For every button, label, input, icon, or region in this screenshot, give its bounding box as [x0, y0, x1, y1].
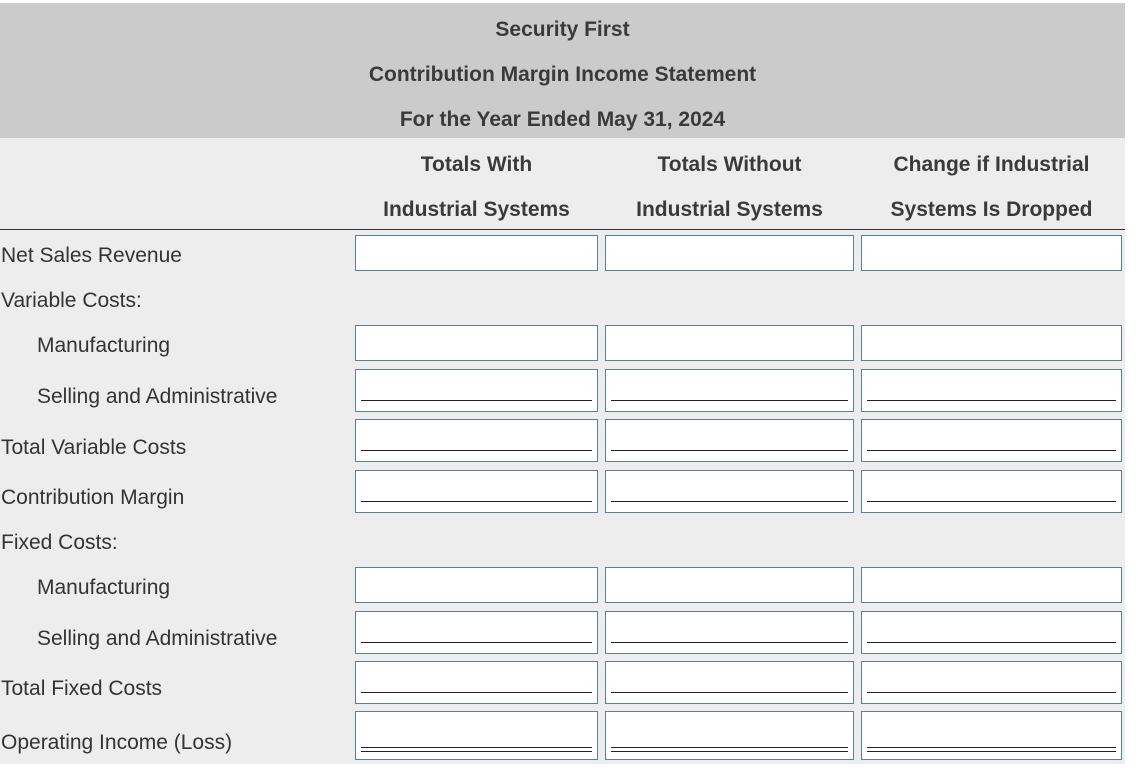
fixed-manufacturing-without-cell — [605, 567, 854, 603]
row-label-net-sales-revenue: Net Sales Revenue — [1, 244, 182, 267]
fixed-selling-admin-without-input[interactable] — [606, 612, 853, 653]
var-manufacturing-with-cell — [355, 325, 598, 361]
total-variable-with-cell — [355, 419, 598, 462]
net-sales-change-cell — [861, 235, 1122, 271]
var-selling-admin-without-input[interactable] — [606, 370, 853, 411]
col3-header-line2: Systems Is Dropped — [890, 198, 1093, 221]
statement-period: For the Year Ended May 31, 2024 — [399, 108, 726, 131]
var-selling-admin-change-cell — [861, 369, 1122, 412]
total-fixed-with-cell — [355, 661, 598, 704]
var-manufacturing-without-cell — [605, 325, 854, 361]
operating-income-change-cell — [861, 711, 1122, 760]
fixed-selling-admin-change-input[interactable] — [862, 612, 1121, 653]
col1-header-line1: Totals With — [420, 153, 533, 176]
var-selling-admin-change-input[interactable] — [862, 370, 1121, 411]
fixed-selling-admin-with-input[interactable] — [356, 612, 597, 653]
header-divider — [0, 229, 1125, 230]
row-label-fixed-selling-admin: Selling and Administrative — [37, 627, 278, 650]
row-label-variable-costs: Variable Costs: — [1, 289, 142, 312]
var-selling-admin-with-input[interactable] — [356, 370, 597, 411]
contribution-margin-change-cell — [861, 470, 1122, 513]
col1-header-line2: Industrial Systems — [383, 198, 570, 221]
var-selling-admin-without-cell — [605, 369, 854, 412]
operating-income-change-input[interactable] — [862, 712, 1121, 759]
fixed-manufacturing-change-input[interactable] — [862, 568, 1121, 602]
total-variable-change-cell — [861, 419, 1122, 462]
total-variable-change-input[interactable] — [862, 420, 1121, 461]
total-fixed-change-cell — [861, 661, 1122, 704]
col2-header-line2: Industrial Systems — [636, 198, 823, 221]
row-label-total-variable-costs: Total Variable Costs — [1, 436, 187, 459]
operating-income-with-input[interactable] — [356, 712, 597, 759]
fixed-manufacturing-without-input[interactable] — [606, 568, 853, 602]
row-label-variable-manufacturing: Manufacturing — [37, 334, 171, 357]
net-sales-with-cell — [355, 235, 598, 271]
fixed-manufacturing-change-cell — [861, 567, 1122, 603]
var-manufacturing-change-cell — [861, 325, 1122, 361]
col3-header-line1: Change if Industrial — [893, 153, 1090, 176]
net-sales-without-cell — [605, 235, 854, 271]
row-label-variable-selling-admin: Selling and Administrative — [37, 385, 278, 408]
contribution-margin-without-input[interactable] — [606, 471, 853, 512]
statement-title: Contribution Margin Income Statement — [368, 63, 757, 86]
total-variable-with-input[interactable] — [356, 420, 597, 461]
row-label-fixed-manufacturing: Manufacturing — [37, 576, 171, 599]
total-fixed-with-input[interactable] — [356, 662, 597, 703]
fixed-manufacturing-with-cell — [355, 567, 598, 603]
var-manufacturing-without-input[interactable] — [606, 326, 853, 360]
col2-header-line1: Totals Without — [657, 153, 802, 176]
fixed-selling-admin-change-cell — [861, 611, 1122, 654]
net-sales-without-input[interactable] — [606, 236, 853, 270]
total-variable-without-cell — [605, 419, 854, 462]
contribution-margin-change-input[interactable] — [862, 471, 1121, 512]
row-label-contribution-margin: Contribution Margin — [1, 486, 185, 509]
fixed-selling-admin-with-cell — [355, 611, 598, 654]
fixed-manufacturing-with-input[interactable] — [356, 568, 597, 602]
total-fixed-without-input[interactable] — [606, 662, 853, 703]
net-sales-with-input[interactable] — [356, 236, 597, 270]
contribution-margin-with-input[interactable] — [356, 471, 597, 512]
total-fixed-change-input[interactable] — [862, 662, 1121, 703]
operating-income-without-cell — [605, 711, 854, 760]
total-variable-without-input[interactable] — [606, 420, 853, 461]
fixed-selling-admin-without-cell — [605, 611, 854, 654]
contribution-margin-without-cell — [605, 470, 854, 513]
operating-income-with-cell — [355, 711, 598, 760]
total-fixed-without-cell — [605, 661, 854, 704]
var-manufacturing-change-input[interactable] — [862, 326, 1121, 360]
operating-income-without-input[interactable] — [606, 712, 853, 759]
var-selling-admin-with-cell — [355, 369, 598, 412]
row-label-fixed-costs: Fixed Costs: — [1, 531, 118, 554]
contribution-margin-with-cell — [355, 470, 598, 513]
row-label-operating-income: Operating Income (Loss) — [1, 731, 233, 754]
company-name: Security First — [495, 18, 630, 41]
var-manufacturing-with-input[interactable] — [356, 326, 597, 360]
net-sales-change-input[interactable] — [862, 236, 1121, 270]
row-label-total-fixed-costs: Total Fixed Costs — [1, 677, 163, 700]
